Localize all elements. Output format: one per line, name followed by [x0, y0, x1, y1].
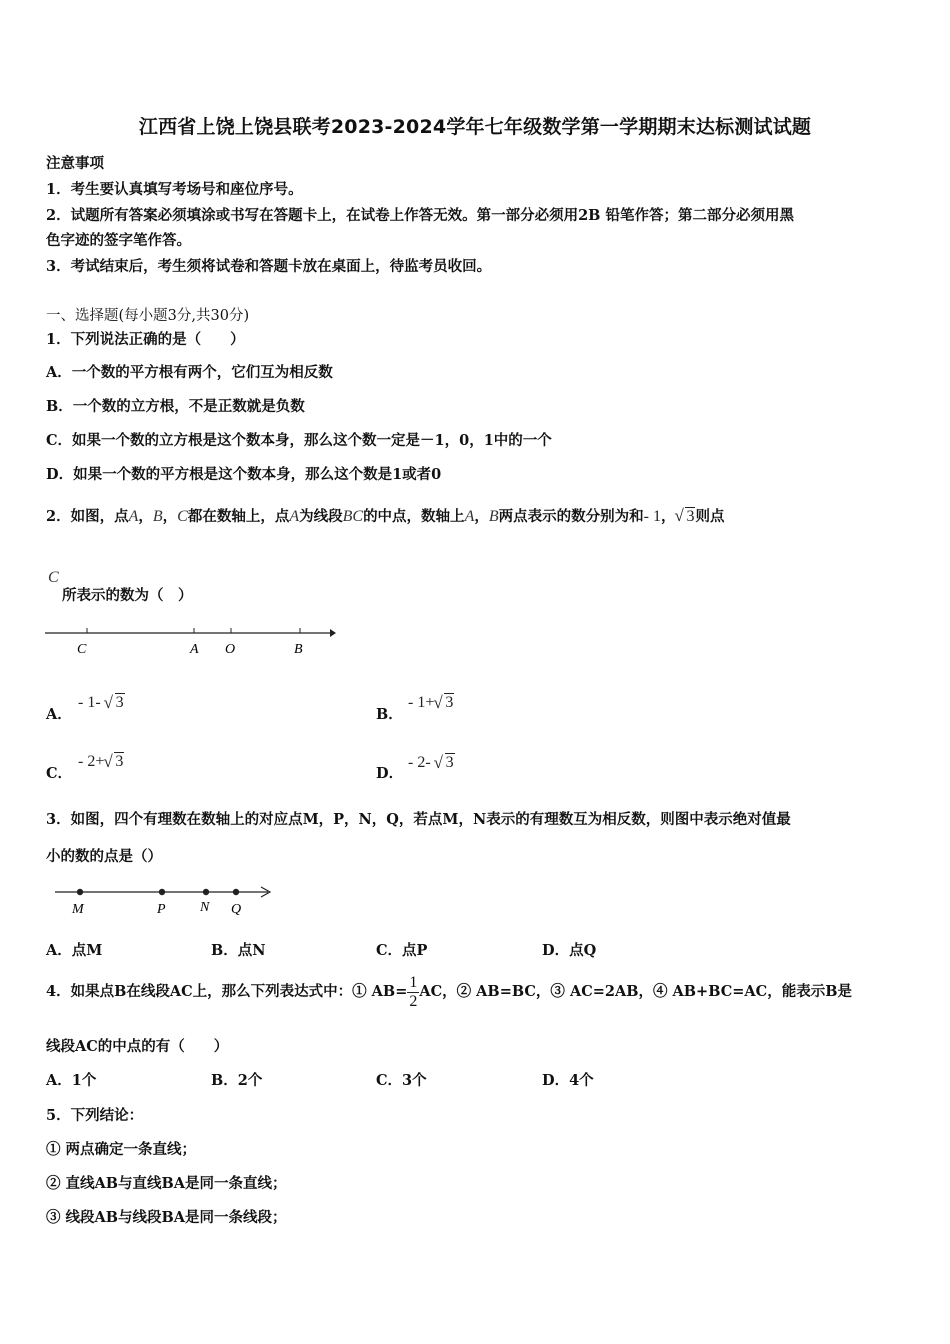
q2-option-c-expr: - 2+√ 3	[78, 753, 124, 771]
q4-option-b: B．2个	[211, 1072, 263, 1089]
q4-stem-line1: 4．如果点B在线段AC上，那么下列表达式中：① AB= $\frac{1}{2}$ AC，② AB=BC，③ AC=2AB，④ AB+BC=AC，能表示B是	[46, 973, 852, 1010]
q1-option-d: D．如果一个数的平方根是这个数本身，那么这个数是1或者0	[46, 466, 442, 483]
q5-item-1: ① 两点确定一条直线；	[46, 1141, 197, 1158]
q1-option-a: A．一个数的平方根有两个，它们互为相反数	[46, 364, 333, 381]
q3-option-d: D．点Q	[542, 942, 597, 959]
q3-axis-label-n: N	[200, 900, 210, 915]
q2-option-b-expr: - 1+√ 3	[408, 694, 454, 712]
notice-item: 3．考试结束后，考生须将试卷和答题卡放在桌面上，待监考员收回。	[46, 258, 492, 275]
q5-item-2: ② 直线AB与直线BA是同一条直线；	[46, 1175, 287, 1192]
notice-item: 1．考生要认真填写考场号和座位序号。	[46, 181, 303, 198]
q3-point-p	[159, 889, 165, 895]
q1-option-b: B．一个数的立方根，不是正数就是负数	[46, 398, 305, 415]
q4-stem-line2: 线段AC的中点的有（ ）	[46, 1038, 229, 1055]
q1-option-c: C．如果一个数的立方根是这个数本身，那么这个数一定是－1，0，1中的一个	[46, 432, 552, 449]
q3-option-b: B．点N	[211, 942, 266, 959]
q4-option-a: A．1个	[46, 1072, 97, 1089]
q2-option-d-expr: - 2- √ 3	[408, 754, 455, 772]
q2-stem-line2: 所表示的数为（ ）	[62, 587, 193, 604]
q2-option-c-label: C．	[46, 765, 73, 782]
q2-axis-arrow	[330, 629, 336, 637]
q2-axis-label-c: C	[77, 642, 87, 657]
section-heading: 一、选择题(每小题3分,共30分)	[46, 308, 250, 324]
q4-option-d: D．4个	[542, 1072, 594, 1089]
q4-fraction: $\frac{1}{2}$	[409, 973, 418, 1010]
q2-point-c-label: C	[48, 569, 59, 586]
notice-item: 色字迹的签字笔作答。	[46, 232, 191, 249]
q2-option-b-label: B．	[376, 706, 403, 723]
q2-axis-label-a: A	[190, 642, 199, 657]
notice-heading: 注意事项	[46, 155, 104, 172]
q2-stem-line1: 2．如图，点A，B，C都在数轴上，点A为线段BC的中点，数轴上A，B两点表示的数分别为和- 1，√ 3则点	[46, 502, 724, 532]
q3-axis-label-q: Q	[231, 902, 242, 917]
q2-option-a-expr: - 1- √ 3	[78, 694, 125, 712]
q5-item-3: ③ 线段AB与线段BA是同一条线段；	[46, 1209, 287, 1226]
notice-item: 2．试题所有答案必须填涂或书写在答题卡上，在试卷上作答无效。第一部分必须用2B 铅笔作答；第二部分必须用黑	[46, 207, 794, 224]
q2-number-line	[40, 622, 340, 662]
q3-stem-line2: 小的数的点是（）	[46, 848, 162, 865]
q2-axis-label-o: O	[225, 642, 236, 657]
q5-stem: 5．下列结论：	[46, 1107, 144, 1124]
q3-axis-label-m: M	[72, 902, 84, 917]
q3-number-line	[50, 880, 285, 920]
q2-option-a-label: A．	[46, 706, 72, 723]
q3-point-m	[77, 889, 83, 895]
q2-axis-label-b: B	[294, 642, 303, 657]
q3-stem-line1: 3．如图，四个有理数在数轴上的对应点M，P，N，Q，若点M，N表示的有理数互为相反数，则图中表示绝对值最	[46, 811, 791, 828]
q3-point-n	[203, 889, 209, 895]
q4-option-c: C．3个	[376, 1072, 427, 1089]
q3-point-q	[233, 889, 239, 895]
q1-stem: 1．下列说法正确的是（ ）	[46, 331, 245, 348]
q3-option-a: A．点M	[46, 942, 103, 959]
q3-option-c: C．点P	[376, 942, 428, 959]
q3-axis-label-p: P	[157, 902, 166, 917]
page-title: 江西省上饶上饶县联考2023-2024学年七年级数学第一学期期末达标测试试题	[138, 116, 812, 138]
q2-option-d-label: D．	[376, 765, 404, 782]
